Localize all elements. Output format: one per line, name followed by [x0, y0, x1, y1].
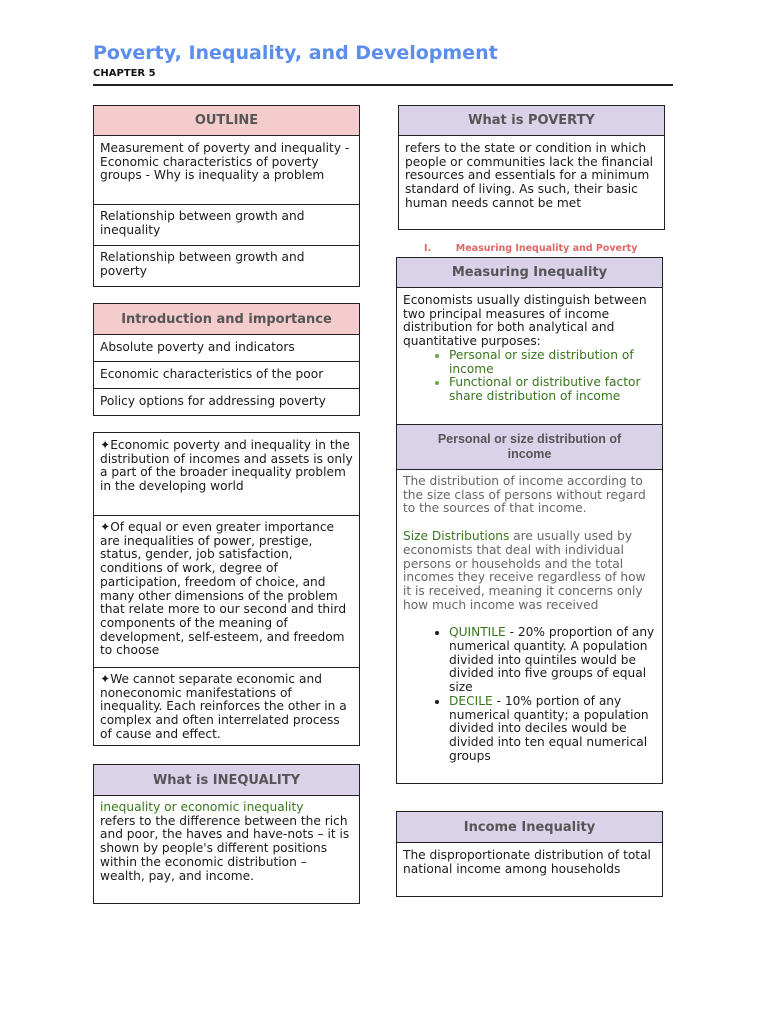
income-inequality-heading: Income Inequality	[397, 812, 662, 843]
section-title: Measuring Inequality and Poverty	[455, 243, 638, 254]
header-rule	[93, 84, 673, 86]
note-item: ✦Of equal or even greater importance are inequalities of power, prestige, status, gender, job satisfaction, conditions of work, degree of participation, freedom of choice, and many other dimensions of the problem that relate more to our second and third components of the meaning of development, self-esteem, and freedom to choose	[94, 516, 359, 668]
personal-distribution-heading: Personal or size distribution of income	[397, 425, 662, 470]
outline-item: Relationship between growth and poverty	[100, 250, 305, 278]
measuring-intro-cell	[397, 288, 662, 425]
personal-distribution-cell	[397, 470, 662, 783]
note-item: ✦Economic poverty and inequality in the distribution of incomes and assets is only a part of the broader inequality problem in the developing world	[94, 433, 359, 516]
section-subheading	[424, 243, 637, 254]
inequality-definition	[94, 796, 359, 903]
measures-list	[403, 349, 656, 404]
section-numeral: I.	[424, 243, 432, 254]
inequality-text: refers to the difference between the rich and poor, the haves and have-nots – it is shown by people's different positions within the economic distribution – wealth, pay, and income.	[100, 813, 350, 883]
inequality-heading: What is INEQUALITY	[94, 765, 359, 796]
personal-distribution-definition: The distribution of income according to the size class of persons without regard to the sources of that income.	[403, 474, 646, 516]
outline-box	[93, 105, 360, 287]
measure-item: • Functional or distributive factor share distribution of income	[449, 376, 656, 403]
quantile-item: • QUINTILE - 20% proportion of any numerical quantity. A population divided into quintiles would be divided into five groups of equal size	[449, 626, 656, 695]
inequality-box	[93, 764, 360, 904]
poverty-heading: What is POVERTY	[399, 106, 664, 136]
inequality-term: inequality or economic inequality	[100, 800, 304, 814]
intro-item: Policy options for addressing poverty	[100, 394, 326, 408]
income-inequality-box	[396, 811, 663, 897]
chapter-label: CHAPTER 5	[93, 68, 156, 79]
size-distributions-term: Size Distributions	[403, 529, 510, 544]
outline-heading: OUTLINE	[94, 106, 359, 136]
note-item: ✦We cannot separate economic and noneconomic manifestations of inequality. Each reinforces the other in a complex and often interrelated process of cause and effect.	[100, 672, 347, 741]
intro-heading: Introduction and importance	[94, 304, 359, 335]
intro-item: Absolute poverty and indicators	[94, 335, 359, 362]
measuring-box	[396, 257, 663, 784]
outline-item: Measurement of poverty and inequality - Economic characteristics of poverty groups - Why is inequality a problem	[94, 136, 359, 205]
measure-item: • Personal or size distribution of income	[449, 349, 656, 376]
measuring-intro: Economists usually distinguish between two principal measures of income distribution for both analytical and quantitative purposes:	[403, 293, 647, 349]
poverty-box	[398, 105, 665, 230]
quantile-item: • DECILE - 10% portion of any numerical quantity; a population divided into deciles would be divided into ten equal numerical groups	[449, 695, 656, 764]
income-inequality-definition: The disproportionate distribution of total national income among households	[403, 848, 651, 876]
notes-box	[93, 432, 360, 746]
size-distributions-text: Size Distributions are usually used by economists that deal with individual persons or households and the total incomes they receive regardless of how it is received, meaning it concerns only how much income was received	[403, 529, 646, 612]
measuring-heading: Measuring Inequality	[397, 258, 662, 288]
outline-item: Relationship between growth and inequality	[94, 205, 359, 246]
quantile-list	[403, 626, 656, 763]
page-title: Poverty, Inequality, and Development	[93, 42, 498, 64]
intro-item: Economic characteristics of the poor	[94, 362, 359, 389]
poverty-definition: refers to the state or condition in which people or communities lack the financial resources and essentials for a minimum standard of living. As such, their basic human needs cannot be met	[405, 141, 654, 210]
intro-box	[93, 303, 360, 416]
